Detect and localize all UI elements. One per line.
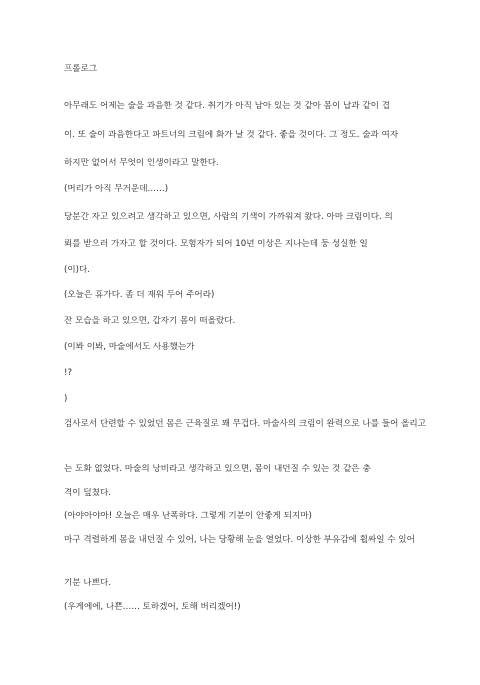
paragraph-line: 하지만 없어서 무엇이 인생이라고 말한다.: [64, 158, 219, 168]
paragraph-line: (이봐 이봐, 마술에서도 사용했는가: [64, 342, 195, 352]
paragraph-line: 뢰를 받으러 가자고 할 것이다. 모험자가 되어 10년 이상은 지나는데 둥 성실한 일: [64, 239, 368, 249]
chapter-title: 프롤로그: [64, 64, 98, 74]
paragraph-line: (아야아야아! 오늘은 매우 난폭하다. 그렇게 기분이 안좋게 되지마): [64, 511, 312, 521]
paragraph-line: 격이 덮쳤다.: [64, 488, 111, 498]
paragraph-line: (우게에에, 나쁜…… 토하겠어, 토해 버리겠어!): [64, 602, 241, 612]
paragraph-line: 당분간 자고 있으려고 생각하고 있으면, 사람의 기색이 가까워져 왔다. 아마 크림이다. 의: [64, 212, 393, 222]
paragraph-line: 기분 나쁘다.: [64, 578, 111, 588]
paragraph-line: 는 도화 없었다. 마술의 낭비라고 생각하고 있으면, 몸이 내던질 수 있는 것 같은 충: [64, 464, 371, 474]
paragraph-line: ): [64, 394, 68, 404]
paragraph-line: 이. 또 술이 과음한다고 파트너의 크림에 화가 날 것 같다. 좋을 것이다. 그 정도. 술과 여자: [64, 130, 399, 140]
paragraph-line: 마구 격렬하게 몸을 내던질 수 있어, 나는 당황해 눈을 열었다. 이상한 부유감에 휩싸일 수 있어: [64, 535, 415, 545]
paragraph-line: 잔 모습을 하고 있으면, 갑자기 몸이 떠올랐다.: [64, 316, 236, 326]
paragraph-line: (머리가 아직 무거운데……): [64, 184, 169, 194]
paragraph-line: 아무래도 어제는 술을 과음한 것 같다. 취기가 아직 남아 있는 것 같아 몸이 납과 같이 겹: [64, 101, 390, 111]
paragraph-line: (이)다.: [64, 265, 91, 275]
paragraph-line: 검사로서 단련할 수 있었던 몸은 근육질로 꽤 무겁다. 마술사의 크림이 완력으로 나를 들어 올리고: [64, 419, 427, 429]
paragraph-line: !?: [64, 368, 73, 378]
paragraph-line: (오늘은 휴가다. 좀 더 재워 두어 주어라): [64, 290, 215, 300]
